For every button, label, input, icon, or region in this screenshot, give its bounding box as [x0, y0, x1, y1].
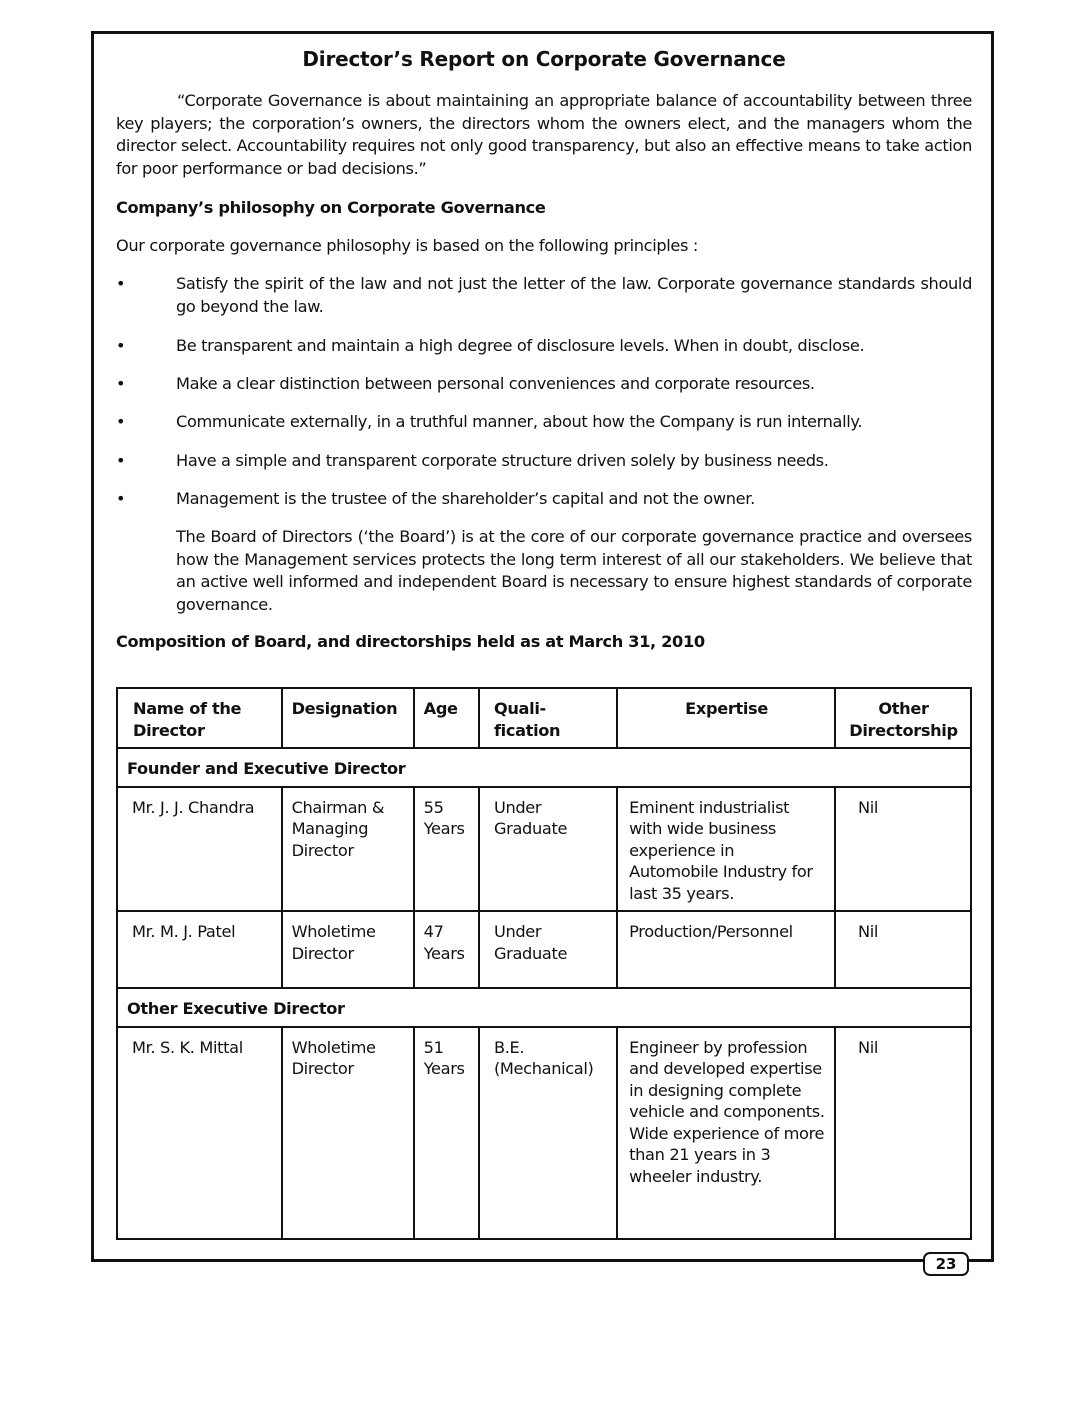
- col-header-label: Name of the Director: [133, 699, 242, 740]
- board-paragraph: The Board of Directors (‘the Board’) is at the core of our corporate governance practice and oversees how the Management services protects the long term interest of all our stakeholders. We believe that an active well informed and independent Board is necessary to ensure highest standards of corporate governance.: [176, 527, 972, 614]
- col-header-designation: Designation: [282, 688, 414, 748]
- cell-qualification: Under Graduate: [479, 787, 617, 912]
- page-title: Director’s Report on Corporate Governance: [302, 47, 786, 71]
- page-number: 23: [923, 1252, 969, 1276]
- cell-other-directorship: Nil: [835, 1027, 971, 1239]
- cell-age: 47 Years: [414, 911, 479, 988]
- principle-text: Management is the trustee of the shareholder’s capital and not the owner.: [176, 489, 755, 508]
- col-header-qualification: Quali- fication: [479, 688, 617, 748]
- table-row: [117, 911, 971, 988]
- cell-age: 55 Years: [414, 787, 479, 912]
- cell-other-directorship: Nil: [835, 787, 971, 912]
- board-composition-table: [116, 687, 972, 1240]
- cell-qualification: Under Graduate: [479, 911, 617, 988]
- principle-text: Communicate externally, in a truthful manner, about how the Company is run internally.: [176, 412, 863, 431]
- philosophy-intro: Our corporate governance philosophy is based on the following principles :: [116, 236, 699, 255]
- principle-text: Be transparent and maintain a high degree of disclosure levels. When in doubt, disclose.: [176, 336, 865, 355]
- principle-text: Satisfy the spirit of the law and not just the letter of the law. Corporate governance standards should go beyond the law.: [176, 274, 972, 316]
- cell-age: 51 Years: [414, 1027, 479, 1239]
- governance-quote: “Corporate Governance is about maintaining an appropriate balance of accountability between three key players; the corporation’s owners, the directors whom the owners elect, and the managers whom the director select. Accountability requires not only good transparency, but also an effective means to take action for poor performance or bad decisions.”: [116, 91, 972, 178]
- col-header-name: [117, 688, 282, 748]
- col-header-expertise: Expertise: [617, 688, 835, 748]
- section-label: Founder and Executive Director: [117, 748, 971, 787]
- cell-name: Mr. S. K. Mittal: [117, 1027, 282, 1239]
- cell-qualification: B.E. (Mechanical): [479, 1027, 617, 1239]
- bullet-icon: •: [116, 336, 126, 355]
- bullet-icon: •: [116, 412, 126, 431]
- bullet-icon: •: [116, 374, 126, 393]
- table-row: [117, 787, 971, 912]
- principle-text: Have a simple and transparent corporate structure driven solely by business needs.: [176, 451, 829, 470]
- section-label: Other Executive Director: [117, 988, 971, 1027]
- bullet-icon: •: [116, 451, 126, 470]
- section-row: [117, 988, 971, 1027]
- table-row: [117, 1027, 971, 1239]
- cell-designation: Wholetime Director: [282, 911, 414, 988]
- section-row: [117, 748, 971, 787]
- bullet-icon: •: [116, 274, 126, 293]
- cell-other-directorship: Nil: [835, 911, 971, 988]
- table-header-row: [117, 688, 971, 748]
- bullet-icon: •: [116, 489, 126, 508]
- composition-heading: Composition of Board, and directorships held as at March 31, 2010: [116, 632, 705, 651]
- cell-expertise: Eminent industrialist with wide business experience in Automobile Industry for last 35 years.: [617, 787, 835, 912]
- cell-designation: Wholetime Director: [282, 1027, 414, 1239]
- principle-text: Make a clear distinction between personal conveniences and corporate resources.: [176, 374, 815, 393]
- cell-expertise: Production/Personnel: [617, 911, 835, 988]
- cell-expertise: Engineer by profession and developed expertise in designing complete vehicle and components. Wide experience of more than 21 years in 3 wheeler industry.: [617, 1027, 835, 1239]
- cell-name: Mr. M. J. Patel: [117, 911, 282, 988]
- cell-name: Mr. J. J. Chandra: [117, 787, 282, 912]
- philosophy-heading: Company’s philosophy on Corporate Governance: [116, 198, 546, 217]
- col-header-age: Age: [414, 688, 479, 748]
- col-header-other-directorship: Other Directorship: [835, 688, 971, 748]
- cell-designation: Chairman & Managing Director: [282, 787, 414, 912]
